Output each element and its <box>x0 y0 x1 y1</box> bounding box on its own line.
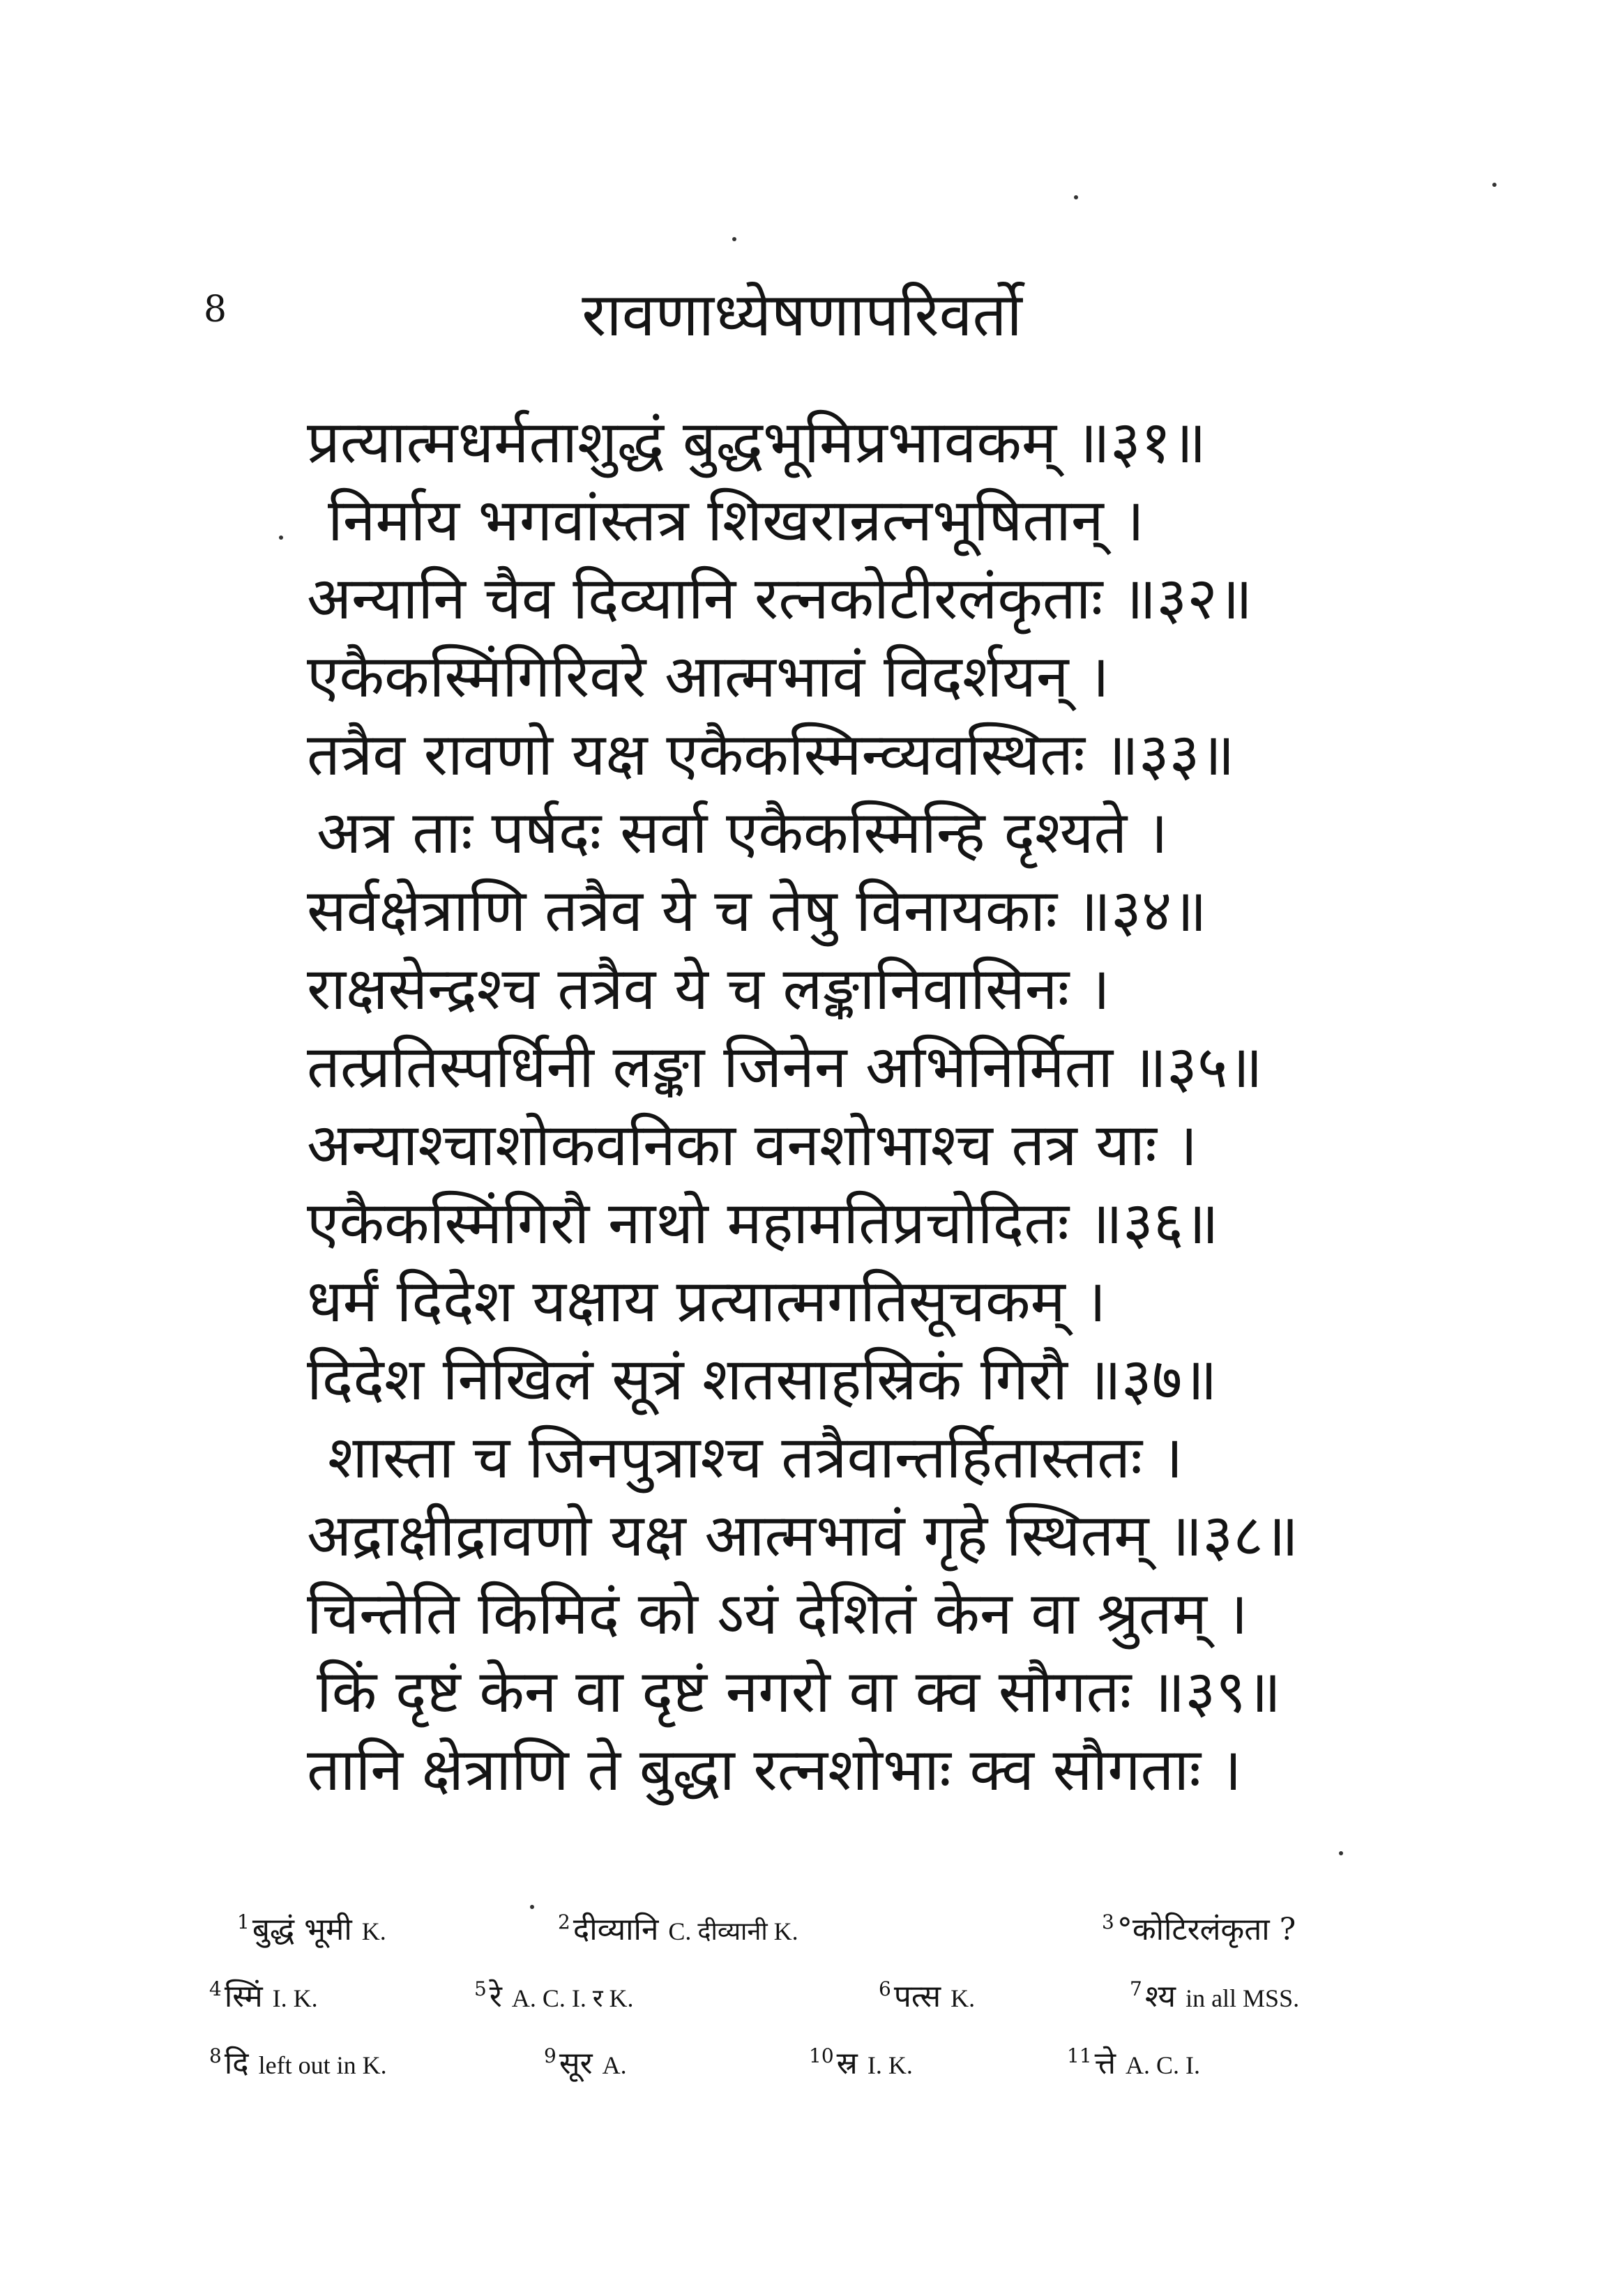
scan-speck <box>1339 1851 1343 1855</box>
verse-line: तत्प्रतिस्पर्धिनी लङ्का जिनेन अभिनिर्मिता ॥३५॥ <box>307 1033 1263 1101</box>
verse-line: तानि क्षेत्राणि ते बुद्धा रत्नशोभाः क्व सौगताः । <box>307 1735 1242 1804</box>
verse-line: किं दृष्टं केन वा दृष्टं नगरो वा क्व सौगतः ॥३९॥ <box>317 1657 1282 1726</box>
verse-line: शास्ता च जिनपुत्राश्च तत्रैवान्तर्हितास्ततः । <box>328 1423 1183 1491</box>
verse-line: तत्रैव रावणो यक्ष एकैकस्मिन्व्यवस्थितः ॥३३॥ <box>307 720 1235 789</box>
verse-line: एकैकस्मिंगिरौ नाथो महामतिप्रचोदितः ॥३६॥ <box>307 1189 1219 1257</box>
verse-line: राक्षसेन्द्रश्च तत्रैव ये च लङ्कानिवासिनः । <box>307 955 1110 1023</box>
footnote: $^{11}$त्ते A. C. I. <box>1067 2044 1201 2081</box>
footnote: $^8$दि left out in K. <box>209 2044 387 2081</box>
footnote-row <box>209 1896 1409 1963</box>
footnotes <box>209 1896 1409 2097</box>
scan-speck <box>732 237 736 241</box>
verse-block <box>307 403 1395 1809</box>
footnote-row <box>209 1963 1409 2030</box>
scan-speck <box>279 535 283 540</box>
verse-line: धर्मं दिदेश यक्षाय प्रत्यात्मगतिसूचकम् । <box>307 1267 1107 1335</box>
verse-line: चिन्तेति किमिदं को ऽयं देशितं केन वा श्रुतम् । <box>307 1579 1248 1648</box>
footnote: $^4$स्मिं I. K. <box>209 1977 318 2014</box>
scan-speck <box>530 1905 534 1909</box>
footnote: $^6$पत्स K. <box>879 1977 976 2014</box>
footnote: $^7$श्य in all MSS. <box>1130 1977 1300 2014</box>
footnote: $^1$बुद्धं भूमी K. <box>237 1910 386 1947</box>
footnote: $^2$दीव्यानि C. दीव्यानी K. <box>558 1910 798 1947</box>
footnote: $^{10}$स्र I. K. <box>809 2044 913 2081</box>
footnote: $^9$सूर A. <box>544 2044 627 2081</box>
scan-speck <box>1074 195 1078 199</box>
verse-line: अन्याश्चाशोकवनिका वनशोभाश्च तत्र याः । <box>307 1111 1198 1179</box>
verse-line: सर्वक्षेत्राणि तत्रैव ये च तेषु विनायकाः ॥३४॥ <box>307 876 1207 945</box>
page-number: 8 <box>204 289 227 330</box>
verse-line: निर्माय भगवांस्तत्र शिखरान्रत्नभूषितान् । <box>328 486 1145 554</box>
verse-line: प्रत्यात्मधर्मताशुद्धं बुद्धभूमिप्रभावकम् ॥३१॥ <box>307 408 1206 476</box>
footnote: $^3$°कोटिरलंकृता ? <box>1102 1910 1296 1947</box>
footnote: $^5$रे A. C. I. र K. <box>474 1977 634 2014</box>
verse-line: एकैकस्मिंगिरिवरे आत्मभावं विदर्शयन् । <box>307 642 1110 710</box>
verse-line: दिदेश निखिलं सूत्रं शतसाहस्रिकं गिरौ ॥३७॥ <box>307 1345 1218 1413</box>
verse-line: अन्यानि चैव दिव्यानि रत्नकोटीरलंकृताः ॥३२॥ <box>307 564 1253 632</box>
scan-speck <box>1492 183 1497 187</box>
verse-line: अत्र ताः पर्षदः सर्वा एकैकस्मिन्हि दृश्यते । <box>317 798 1168 867</box>
running-head: रावणाध्येषणापरिवर्तो <box>582 280 1022 350</box>
verse-line: अद्राक्षीद्रावणो यक्ष आत्मभावं गृहे स्थितम् ॥३८॥ <box>307 1501 1299 1569</box>
footnote-row <box>209 2030 1409 2097</box>
